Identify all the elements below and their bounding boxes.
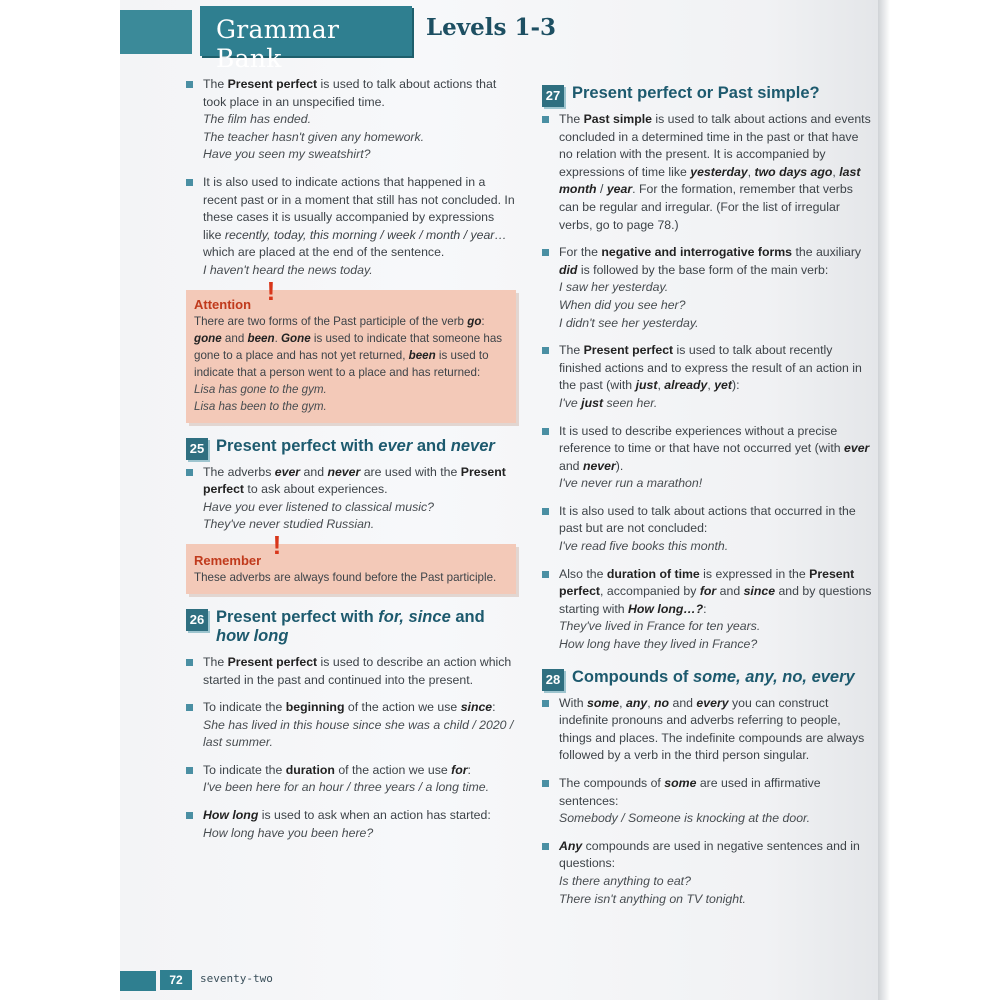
example-sentence: I've read five books this month.	[559, 539, 729, 554]
bullet-text: To indicate the beginning of the action we use since:	[203, 700, 496, 715]
bullet-text: Any compounds are used in negative sentences and in questions:	[559, 838, 860, 871]
example-sentence: I've just seen her.	[559, 395, 658, 410]
example-sentence: I didn't see her yesterday.	[559, 315, 699, 330]
bullet-text: Also the duration of time is expressed in the Present perfect, accompanied by for and since and by questions starting with How long…?:	[559, 566, 872, 616]
section-27	[542, 84, 872, 654]
bullet-text: The Past simple is used to talk about actions and events concluded in a determined time in the past or that have no relation with the present. It is accompanied by expressions of time like yesterday, two days ago, last month / year. For the formation, remember that verbs can be regular and irregular. (For the list of irregular verbs, go to page 78.)	[559, 112, 871, 232]
bullet-text: The adverbs ever and never are used with the Present perfect to ask about experiences.	[203, 464, 506, 497]
footer-bar	[120, 971, 156, 991]
section-heading	[542, 84, 872, 103]
page-number: 72	[160, 970, 192, 990]
example-sentence: Have you seen my sweatshirt?	[203, 147, 371, 162]
bullet-text: The Present perfect is used to talk about actions that took place in an unspecified time.	[203, 77, 497, 109]
remember-box	[186, 529, 516, 594]
header-title: Grammar Bank	[216, 15, 340, 73]
remember-title: Remember	[194, 552, 262, 568]
bullet-text: For the negative and interrogative forms the auxiliary did is followed by the base form of the main verb:	[559, 245, 862, 277]
example-sentence: She has lived in this house since she was a child / 2020 / last summer.	[203, 717, 514, 750]
example-sentence: Is there anything to eat?	[559, 873, 691, 888]
example-sentence: When did you see her?	[559, 297, 686, 312]
section-28	[542, 668, 872, 909]
attention-box	[186, 275, 516, 423]
section-title: Compounds of some, any, no, every	[572, 667, 855, 686]
bullet-text: How long is used to ask when an action has started:	[203, 808, 491, 823]
bullet-text: To indicate the duration of the action we use for:	[203, 762, 471, 777]
section-number: 28	[542, 669, 564, 691]
bullet-item	[186, 762, 516, 797]
page-edge-shadow	[878, 0, 890, 1000]
bullet-item	[542, 342, 872, 412]
header-band	[120, 10, 192, 54]
example-sentence: The film has ended.	[203, 112, 312, 127]
example-sentence: There isn't anything on TV tonight.	[559, 891, 746, 906]
example-sentence: I've been here for an hour / three years / a long time.	[203, 780, 490, 795]
header-tab	[200, 6, 412, 73]
bullet-text: It is used to describe experiences without a precise reference to time or that have not occurred yet (with ever and never).	[559, 423, 870, 473]
bullet-item	[542, 503, 872, 556]
example-sentence: Lisa has gone to the gym.	[194, 382, 327, 396]
section-heading	[542, 668, 872, 687]
section-title: Present perfect with for, since and how long	[216, 607, 485, 645]
example-sentence: I've never run a marathon!	[559, 476, 703, 491]
example-sentence: Lisa has been to the gym.	[194, 399, 327, 413]
bullet-item	[542, 423, 872, 493]
bullet-item	[186, 464, 516, 534]
section-25	[186, 437, 516, 534]
example-sentence: Have you ever listened to classical music?	[203, 499, 435, 514]
bullet-item	[542, 838, 872, 908]
section-number: 25	[186, 438, 208, 460]
bullet-text: With some, any, no and every you can construct indefinite pronouns and adverbs referring to people, things and places. The indefinite compounds are always followed by a verb in the third person singular.	[559, 695, 865, 763]
example-sentence: They've lived in France for ten years.	[559, 619, 761, 634]
section-title: Present perfect with ever and never	[216, 436, 495, 455]
section-26	[186, 608, 516, 842]
page-number-words: seventy-two	[200, 972, 273, 985]
bullet-item	[542, 244, 872, 332]
remember-text: These adverbs are always found before the Past participle.	[194, 570, 497, 584]
section-heading	[186, 437, 516, 456]
right-column	[542, 76, 872, 918]
bullet-text: It is also used to talk about actions that occurred in the past but are not concluded:	[559, 503, 856, 536]
bullet-text: The compounds of some are used in affirmative sentences:	[559, 776, 821, 808]
intro-bullets	[186, 76, 516, 280]
bullet-item	[186, 654, 516, 689]
exclamation-icon: !	[266, 275, 276, 306]
example-sentence: The teacher hasn't given any homework.	[203, 129, 425, 144]
attention-paragraph: There are two forms of the Past participle of the verb go: gone and been. Gone is used to indicate that someone has gone to a place and has not yet returned, been is used to indicate that a person went to a place and has returned:	[194, 314, 503, 379]
bullet-text: The Present perfect is used to talk about recently finished actions and to express the result of an action in the past (with just, already, yet):	[559, 343, 862, 393]
section-title: Present perfect or Past simple?	[572, 84, 820, 102]
example-sentence: I haven't heard the news today.	[203, 262, 373, 277]
header-levels: Levels 1-3	[426, 14, 557, 41]
attention-text	[194, 313, 508, 415]
bullet-item	[186, 699, 516, 752]
exclamation-icon: !	[272, 529, 282, 560]
bullet-item	[186, 76, 516, 164]
bullet-text: The Present perfect is used to describe an action which started in the past and continued into the present.	[203, 654, 512, 687]
example-sentence: They've never studied Russian.	[203, 517, 375, 532]
bullet-item	[542, 566, 872, 654]
example-sentence: How long have they lived in France?	[559, 637, 758, 652]
bullet-text: It is also used to indicate actions that happened in a recent past or in a moment that still has not concluded. In these cases it is usually accompanied by expressions like recently, today, this morning / week / month / year… which are placed at the end of the sentence.	[203, 174, 515, 260]
bullet-item	[542, 775, 872, 828]
section-number: 26	[186, 609, 208, 631]
example-sentence: Somebody / Someone is knocking at the door.	[559, 811, 811, 826]
bullet-item	[186, 807, 516, 842]
bullet-item	[542, 695, 872, 765]
section-number: 27	[542, 85, 564, 107]
example-sentence: How long have you been here?	[203, 825, 374, 840]
left-column	[186, 76, 516, 852]
section-heading	[186, 608, 516, 646]
bullet-item	[542, 111, 872, 234]
bullet-item	[186, 174, 516, 280]
attention-title: Attention	[194, 296, 252, 312]
example-sentence: I saw her yesterday.	[559, 280, 669, 295]
